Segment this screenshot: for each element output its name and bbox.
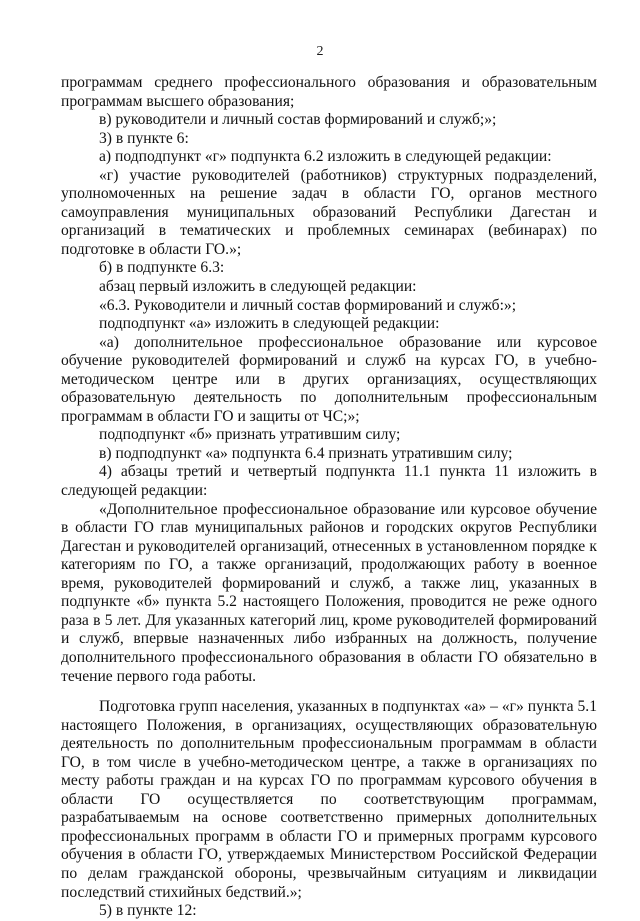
paragraph: абзац первый изложить в следующей редакции: — [99, 278, 417, 296]
paragraph: б) в подпункте 6.3: — [99, 259, 225, 277]
paragraph: «Дополнительное профессиональное образование или курсовое обучение в области ГО глав муниципальных районов и городских округов Республики Дагестан и руководителей организаций, отнесенных в установленном порядке к категориям по ГО, а также организаций, продолжающих работу в военное время, руководителей формирований и служб, а также лиц, указанных в подпункте «б» пункта 5.2 настоящего Положения, проводится не реже одного раза в 5 лет. Для указанных категорий лиц, кроме руководителей формирований и служб, впервые назначенных либо избранных на должность, получение дополнительного профессионального образования в области ГО обязательно в течение первого года работы. — [61, 500, 597, 685]
paragraph: а) подподпункт «г» подпункта 6.2 изложить в следующей редакции: — [99, 148, 552, 166]
paragraph: в) руководители и личный состав формирований и служб;»; — [99, 111, 497, 129]
paragraph: «6.3. Руководители и личный состав формирований и служб:»; — [99, 296, 517, 314]
page-number: 2 — [316, 44, 324, 59]
document-body — [61, 74, 597, 921]
paragraph: подподпункт «а» изложить в следующей редакции: — [99, 315, 440, 333]
paragraph: 5) в пункте 12: — [99, 902, 197, 920]
paragraph: подподпункт «б» признать утратившим силу; — [99, 426, 401, 444]
paragraph: в) подподпункт «а» подпункта 6.4 признать утратившим силу; — [99, 444, 513, 462]
paragraph: программам среднего профессионального образования и образовательным программам высшего образования; — [61, 74, 597, 110]
paragraph: «г) участие руководителей (работников) структурных подразделений, уполномоченных на решение задач в области ГО, органов местного самоуправления муниципальных образований Республики Дагестан и организаций в тематических и проблемных семинарах (вебинарах) по подготовке в области ГО.»; — [61, 166, 597, 258]
paragraph: Подготовка групп населения, указанных в подпунктах «а» – «г» пункта 5.1 настоящего Положения, в организациях, осуществляющих образовательную деятельность по дополнительным профессиональным программам в области ГО, в том числе в учебно-методическом центре, а также в организациях по месту работы граждан и на курсах ГО по программам курсового обучения в области ГО осуществляется по соответствующим программам, разрабатываемым на основе соответственно примерных дополнительных профессиональных программ в области ГО и примерных программ курсового обучения в области ГО, утверждаемых Министерством Российской Федерации по делам гражданской обороны, чрезвычайным ситуациям и ликвидации последствий стихийных бедствий.»; — [61, 698, 597, 901]
paragraph: 3) в пункте 6: — [99, 129, 189, 147]
paragraph: «а) дополнительное профессиональное образование или курсовое обучение руководителей формирований и служб на курсах ГО, в учебно-методическом центре или в других организациях, осуществляющих образовательную деятельность по дополнительным профессиональным программам в области ГО и защиты от ЧС;»; — [61, 333, 597, 425]
paragraph: 4) абзацы третий и четвертый подпункта 11.1 пункта 11 изложить в следующей редакции: — [61, 463, 597, 500]
